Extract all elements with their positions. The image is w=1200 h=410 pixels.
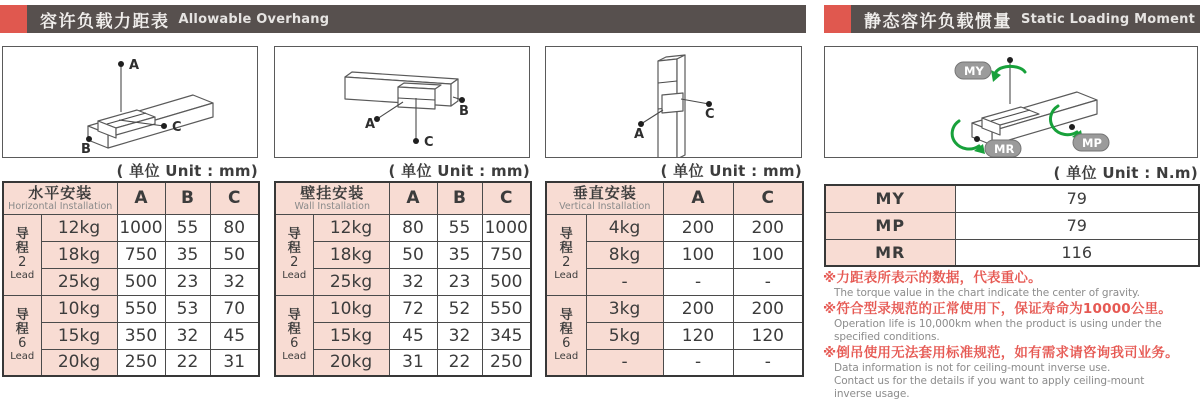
- lead-char: 程: [287, 241, 301, 256]
- value-cell: 200: [663, 295, 733, 322]
- value-cell: 550: [117, 295, 165, 322]
- load-cell: 15kg: [313, 322, 389, 349]
- horizontal-install-diagram: [3, 47, 257, 157]
- lead-en: Lead: [10, 350, 35, 362]
- horizontal-installation-table: [2, 181, 260, 377]
- load-cell: 5kg: [586, 322, 663, 349]
- value-cell: 250: [117, 349, 165, 376]
- value-cell: 32: [210, 268, 259, 295]
- table-title-en: Wall Installation: [294, 200, 371, 212]
- point-c-dot: [161, 123, 167, 129]
- load-cell: 25kg: [41, 268, 117, 295]
- table-title-en: Horizontal Installation: [8, 200, 113, 212]
- lead-char: 程: [559, 321, 573, 337]
- value-cell: -: [663, 268, 733, 295]
- value-cell: 32: [437, 322, 482, 349]
- lead-char: 程: [15, 321, 29, 337]
- static-loading-moment-table: [824, 184, 1200, 267]
- point-c-dot: [413, 138, 419, 144]
- moment-diagram-box: [824, 46, 1198, 158]
- title-zh: 容许负载力距表: [40, 11, 170, 32]
- note-en: Data information is not for ceiling-mount inverse use.: [834, 362, 1111, 374]
- moment-label: MP: [825, 212, 955, 239]
- value-cell: 200: [663, 214, 733, 241]
- point-label-b: B: [81, 142, 91, 157]
- value-cell: 200: [733, 214, 803, 241]
- column-header-a: A: [117, 182, 165, 214]
- lead-2-cell: [546, 214, 586, 295]
- load-cell: 10kg: [41, 295, 117, 322]
- table-title-zh: 壁挂安装: [300, 183, 365, 202]
- footnotes: [823, 270, 1200, 402]
- value-cell: 500: [482, 268, 531, 295]
- table-title-en: Vertical Installation: [559, 200, 651, 212]
- moment-diagram: [825, 47, 1197, 157]
- value-cell: 35: [165, 241, 210, 268]
- note-zh: ※倒吊使用无法套用标准规范，如有需求请咨询我司业务。: [823, 345, 1179, 361]
- lead-char: 导: [287, 307, 301, 323]
- point-label-a: A: [129, 58, 140, 73]
- column-header-b: B: [165, 182, 210, 214]
- load-cell: 4kg: [586, 214, 663, 241]
- note-zh: ※符合型录规范的正常使用下，保证寿命为10000公里。: [823, 301, 1172, 317]
- value-cell: 55: [437, 214, 482, 241]
- value-cell: 120: [733, 322, 803, 349]
- note-en: The torque value in the chart indicate the center of gravity.: [834, 287, 1140, 299]
- value-cell: 52: [437, 295, 482, 322]
- load-cell: 18kg: [313, 241, 389, 268]
- value-cell: 200: [733, 295, 803, 322]
- load-cell: -: [586, 349, 663, 376]
- load-cell: -: [586, 268, 663, 295]
- lead-char: 程: [15, 241, 29, 256]
- value-cell: 350: [117, 322, 165, 349]
- load-cell: 3kg: [586, 295, 663, 322]
- column-header-a: A: [389, 182, 437, 214]
- leader-a: [377, 102, 403, 119]
- value-cell: 250: [482, 349, 531, 376]
- value-cell: 50: [389, 241, 437, 268]
- lead-char: 程: [559, 241, 573, 256]
- value-cell: 23: [165, 268, 210, 295]
- note-en: Contact us for the details if you want to apply ceiling-mount: [834, 375, 1145, 387]
- point-label-b: B: [459, 104, 469, 119]
- titlebar-background: [27, 5, 806, 33]
- moment-label: MR: [825, 239, 955, 266]
- horizontal-install-diagram-box: [2, 46, 258, 158]
- vertical-install-diagram-box: [545, 46, 802, 158]
- unit-label-nm: ( 单位 Unit : N.m): [1053, 164, 1198, 182]
- red-accent-square: [0, 5, 27, 33]
- value-cell: 23: [437, 268, 482, 295]
- unit-label-mm: ( 单位 Unit : mm): [388, 162, 530, 180]
- value-cell: 31: [389, 349, 437, 376]
- lead-6-cell: [3, 295, 41, 376]
- value-cell: 32: [165, 322, 210, 349]
- value-cell: 500: [117, 268, 165, 295]
- note-item: [823, 301, 1200, 344]
- note-en: inverse usage.: [834, 388, 910, 400]
- unit-label-mm: ( 单位 Unit : mm): [660, 162, 802, 180]
- lead-en: Lead: [282, 350, 307, 362]
- table-title-cell: [3, 182, 117, 214]
- moment-label: MY: [825, 185, 955, 212]
- load-cell: 25kg: [313, 268, 389, 295]
- lead-number: 6: [562, 335, 571, 351]
- mr-label: MR: [994, 142, 1015, 156]
- wall-installation-table: [274, 181, 532, 377]
- wall-install-diagram: [275, 47, 529, 157]
- value-cell: 72: [389, 295, 437, 322]
- lead-number: 2: [562, 255, 571, 270]
- red-accent-square: [824, 5, 851, 33]
- note-en: Operation life is 10,000km when the product is using under the: [834, 318, 1162, 330]
- lead-2-cell: [3, 214, 41, 295]
- column-header-c: C: [210, 182, 259, 214]
- point-label-c: C: [172, 120, 182, 135]
- title-en: Static Loading Moment: [1021, 11, 1195, 27]
- value-cell: 1000: [117, 214, 165, 241]
- value-cell: -: [663, 349, 733, 376]
- load-cell: 15kg: [41, 322, 117, 349]
- mr-axis-dot: [974, 136, 980, 142]
- point-a-dot: [118, 61, 124, 67]
- value-cell: 120: [663, 322, 733, 349]
- lead-char: 导: [287, 227, 301, 242]
- value-cell: 100: [733, 241, 803, 268]
- point-label-c: C: [424, 135, 434, 150]
- load-cell: 18kg: [41, 241, 117, 268]
- point-b-dot: [459, 97, 465, 103]
- value-cell: 750: [482, 241, 531, 268]
- point-label-a: A: [365, 117, 376, 132]
- value-cell: 31: [210, 349, 259, 376]
- moment-value: 116: [955, 239, 1199, 266]
- value-cell: -: [733, 349, 803, 376]
- lead-char: 程: [287, 321, 301, 337]
- value-cell: -: [733, 268, 803, 295]
- note-item: [823, 345, 1200, 401]
- value-cell: 80: [389, 214, 437, 241]
- column-header-c: C: [733, 182, 803, 214]
- value-cell: 50: [210, 241, 259, 268]
- lead-en: Lead: [10, 270, 35, 281]
- value-cell: 1000: [482, 214, 531, 241]
- lead-6-cell: [275, 295, 313, 376]
- titlebar-background: [851, 5, 1200, 33]
- column-header-c: C: [482, 182, 531, 214]
- load-cell: 12kg: [313, 214, 389, 241]
- table-title-zh: 水平安装: [28, 183, 93, 202]
- value-cell: 55: [165, 214, 210, 241]
- value-cell: 750: [117, 241, 165, 268]
- wall-install-diagram-box: [274, 46, 530, 158]
- allowable-overhang-titlebar: [0, 5, 806, 33]
- unit-label-mm: ( 单位 Unit : mm): [116, 162, 258, 180]
- load-cell: 12kg: [41, 214, 117, 241]
- vertical-install-diagram: [546, 47, 801, 157]
- moment-value: 79: [955, 212, 1199, 239]
- value-cell: 45: [389, 322, 437, 349]
- lead-number: 6: [18, 335, 27, 351]
- column-header-a: A: [663, 182, 733, 214]
- mp-label: MP: [1082, 136, 1102, 150]
- vertical-installation-table: [545, 181, 804, 377]
- title-en: Allowable Overhang: [178, 11, 330, 27]
- load-cell: 10kg: [313, 295, 389, 322]
- note-zh: ※力距表所表示的数据，代表重心。: [823, 270, 1042, 286]
- value-cell: 22: [437, 349, 482, 376]
- value-cell: 45: [210, 322, 259, 349]
- value-cell: 550: [482, 295, 531, 322]
- point-label-a: A: [634, 127, 645, 142]
- lead-char: 导: [15, 307, 29, 323]
- lead-en: Lead: [554, 270, 579, 281]
- value-cell: 53: [165, 295, 210, 322]
- title-zh: 静态容许负载惯量: [864, 11, 1012, 32]
- lead-2-cell: [275, 214, 313, 295]
- lead-en: Lead: [282, 270, 307, 281]
- load-cell: 20kg: [313, 349, 389, 376]
- lead-char: 导: [15, 227, 29, 242]
- table-title-cell: [275, 182, 389, 214]
- lead-en: Lead: [554, 350, 579, 362]
- lead-number: 6: [290, 335, 299, 351]
- static-loading-moment-titlebar: [824, 5, 1200, 33]
- value-cell: 32: [389, 268, 437, 295]
- value-cell: 100: [663, 241, 733, 268]
- moment-value: 79: [955, 185, 1199, 212]
- lead-6-cell: [546, 295, 586, 376]
- value-cell: 80: [210, 214, 259, 241]
- value-cell: 35: [437, 241, 482, 268]
- lead-number: 2: [18, 255, 27, 270]
- load-cell: 20kg: [41, 349, 117, 376]
- value-cell: 345: [482, 322, 531, 349]
- lead-number: 2: [290, 255, 299, 270]
- mp-axis-dot: [1069, 124, 1075, 130]
- value-cell: 70: [210, 295, 259, 322]
- table-title-zh: 垂直安装: [572, 183, 637, 202]
- lead-char: 导: [559, 307, 573, 323]
- column-header-b: B: [437, 182, 482, 214]
- value-cell: 22: [165, 349, 210, 376]
- my-label: MY: [964, 64, 984, 78]
- point-label-c: C: [705, 107, 715, 122]
- my-axis-dot: [1007, 57, 1013, 63]
- table-title-cell: [546, 182, 663, 214]
- note-en: specified conditions.: [834, 331, 940, 343]
- load-cell: 8kg: [586, 241, 663, 268]
- lead-char: 导: [559, 227, 573, 242]
- note-item: [823, 270, 1200, 300]
